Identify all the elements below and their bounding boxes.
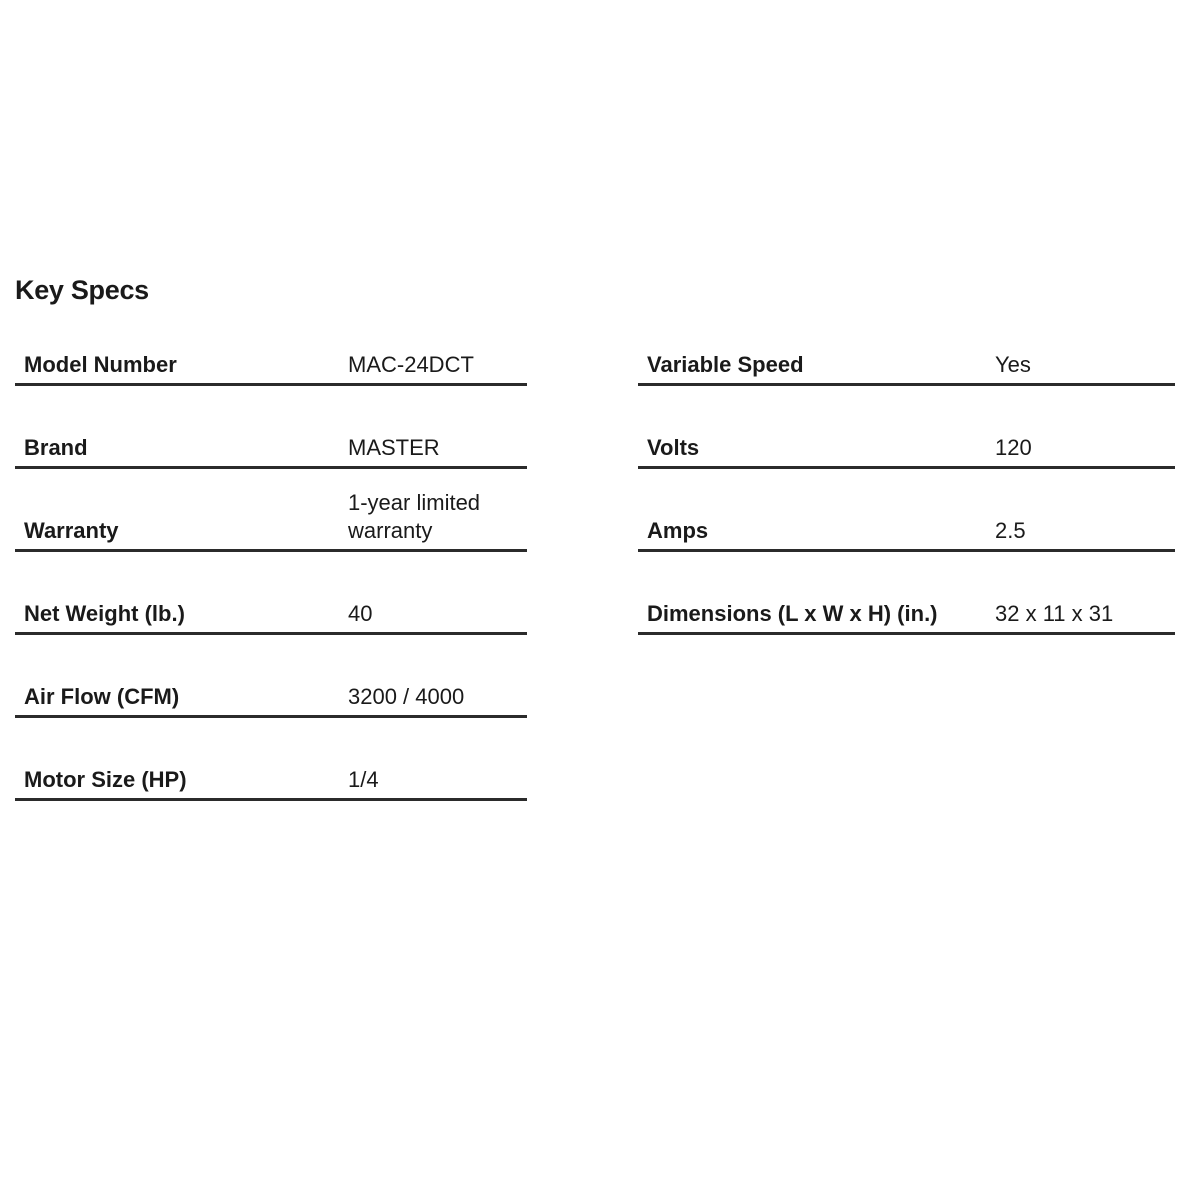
spec-value: 3200 / 4000	[348, 684, 465, 709]
spec-cell	[15, 340, 527, 386]
spec-cell	[15, 672, 527, 718]
spec-cell	[15, 490, 527, 552]
spec-label: Brand	[24, 435, 88, 460]
spec-table-left	[15, 340, 527, 838]
spec-cell	[638, 340, 1175, 386]
spec-cell	[638, 506, 1175, 552]
spec-label: Amps	[647, 518, 709, 543]
spec-label: Warranty	[24, 518, 119, 543]
spec-value: 32 x 11 x 31	[995, 601, 1114, 626]
spec-row-volts	[638, 423, 1175, 506]
spec-row-dimensions	[638, 589, 1175, 672]
spec-cell	[15, 423, 527, 469]
spec-label: Net Weight (lb.)	[24, 601, 185, 626]
spec-label: Motor Size (HP)	[24, 767, 187, 792]
spec-row-net-weight	[15, 589, 527, 672]
page-title: Key Specs	[15, 275, 149, 305]
spec-value: 120	[995, 435, 1032, 460]
spec-value: Yes	[995, 352, 1031, 377]
spec-value: MASTER	[348, 435, 440, 460]
spec-value: MAC-24DCT	[348, 352, 474, 377]
spec-value: 1-year limited warranty	[348, 490, 481, 543]
spec-cell	[15, 755, 527, 801]
spec-value: 40	[348, 601, 373, 626]
spec-row-motor-size	[15, 755, 527, 838]
spec-table-right	[638, 340, 1175, 672]
spec-row-warranty	[15, 490, 527, 589]
spec-row-amps	[638, 506, 1175, 589]
spec-value: 1/4	[348, 767, 379, 792]
spec-row-air-flow	[15, 672, 527, 755]
spec-cell	[638, 423, 1175, 469]
spec-cell	[638, 589, 1175, 635]
spec-row-model-number	[15, 340, 527, 423]
spec-value: 2.5	[995, 518, 1026, 543]
spec-cell	[15, 589, 527, 635]
spec-label: Air Flow (CFM)	[24, 684, 180, 709]
spec-label: Variable Speed	[647, 352, 804, 377]
spec-label: Volts	[647, 435, 700, 460]
spec-label: Model Number	[24, 352, 177, 377]
spec-label: Dimensions (L x W x H) (in.)	[647, 601, 938, 626]
spec-row-variable-speed	[638, 340, 1175, 423]
